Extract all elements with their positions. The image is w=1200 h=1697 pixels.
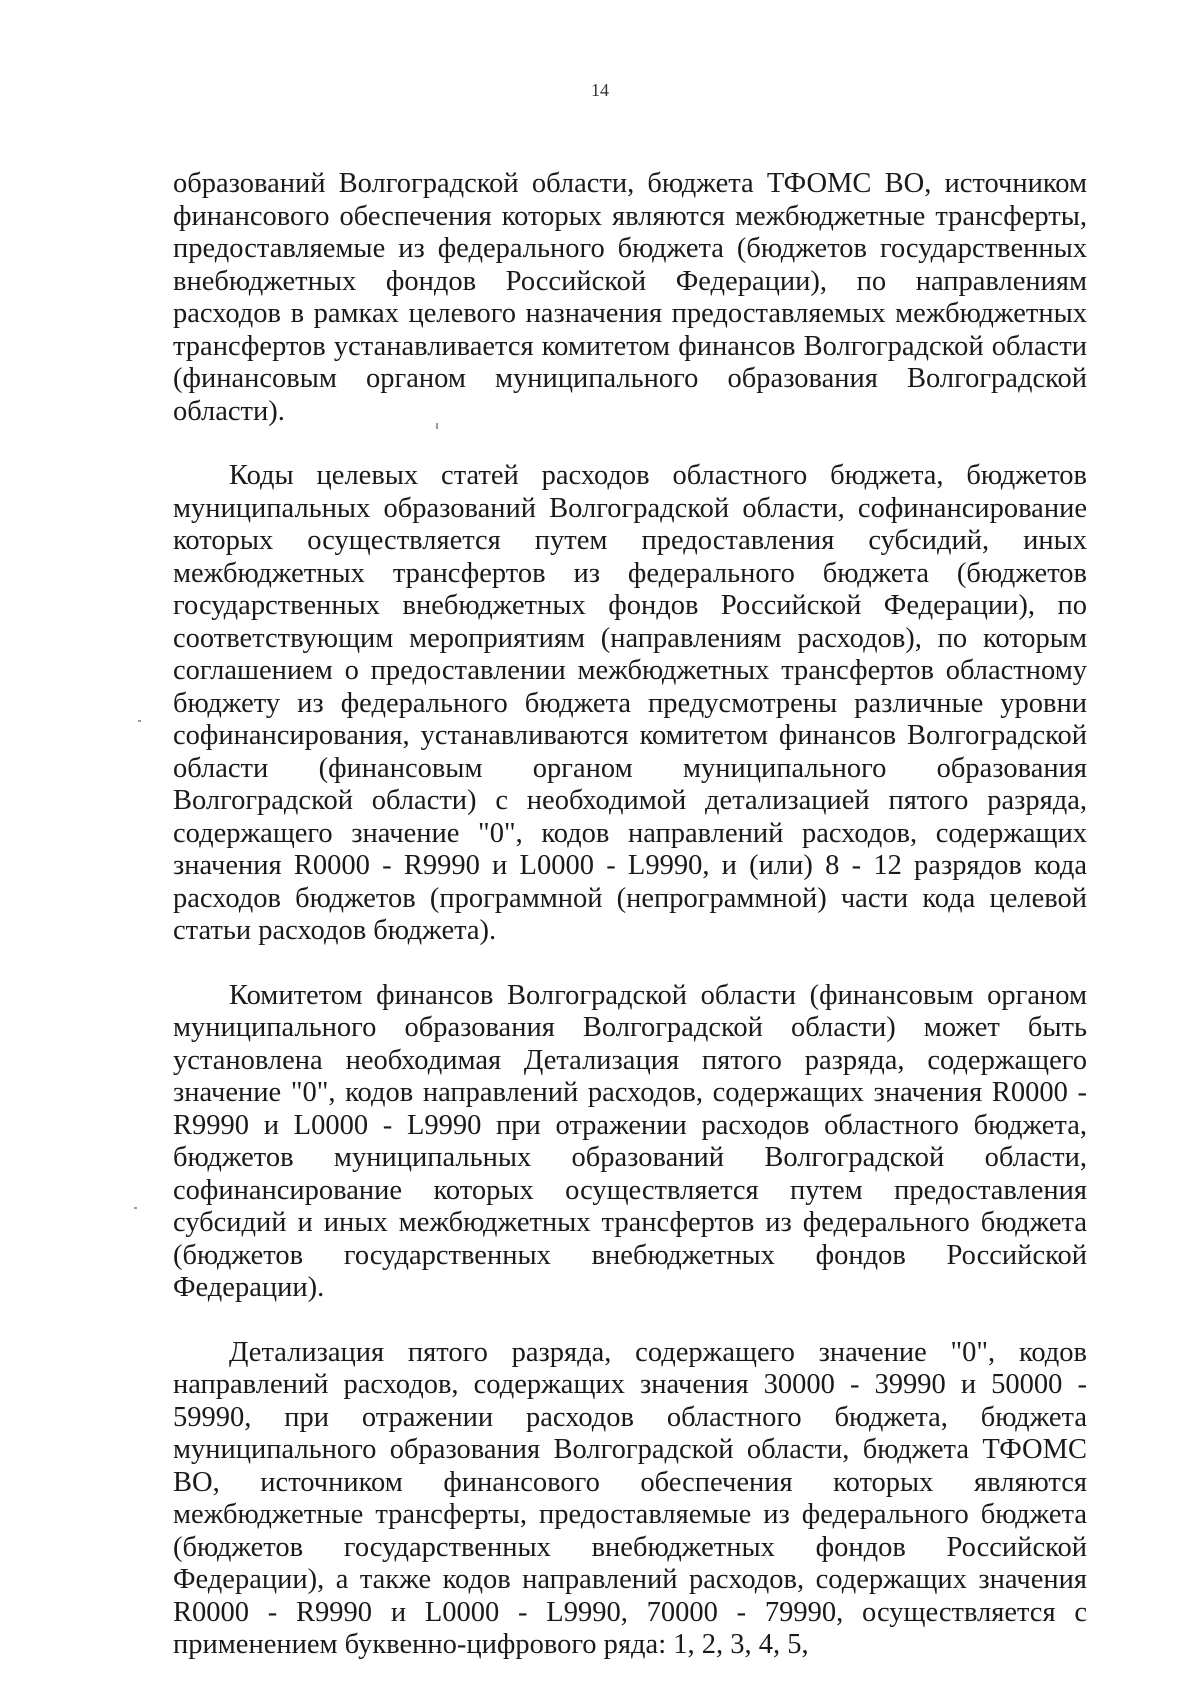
page-number: 14: [591, 80, 609, 100]
paragraph-fifth-digit-detailing: Детализация пятого разряда, содержащего значение "0", кодов направлений расходов, содержащих значения 30000 - 39990 и 50000 - 59990, при отражении расходов областного бюджета, бюджета муниципального образования Волгоградской области, бюджета ТФОМС ВО, источником финансового обеспечения которых являются межбюджетные трансферты, предоставляемые из федерального бюджета (бюджетов государственных внебюджетных фондов Российской Федерации), а также кодов направлений расходов, содержащих значения R0000 - R9990 и L0000 - L9990, 70000 - 79990, осуществляется с применением буквенно-цифрового ряда: 1, 2, 3, 4, 5,: [173, 1336, 1087, 1660]
scan-artifact: [138, 720, 141, 722]
paragraph-committee-detailing: Комитетом финансов Волгоградской области (финансовым органом муниципального образования Волгоградской области) может быть установлена необходимая Детализация пятого разряда, содержащего значение "0", кодов направлений расходов, содержащих значения R0000 - R9990 и L0000 - L9990 при отражении расходов областного бюджета, бюджетов муниципальных образований Волгоградской области, софинансирование которых осуществляется путем предоставления субсидий и иных межбюджетных трансфертов из федерального бюджета (бюджетов государственных внебюджетных фондов Российской Федерации).: [173, 979, 1087, 1303]
scan-artifact: [134, 1207, 137, 1209]
paragraph-target-article-codes: Коды целевых статей расходов областного бюджета, бюджетов муниципальных образований Волгоградской области, софинансирование которых осуществляется путем предоставления субсидий, иных межбюджетных трансфертов из федерального бюджета (бюджетов государственных внебюджетных фондов Российской Федерации), по соответствующим мероприятиям (направлениям расходов), по которым соглашением о предоставлении межбюджетных трансфертов областному бюджету из федерального бюджета предусмотрены различные уровни софинансирования, устанавливаются комитетом финансов Волгоградской области (финансовым органом муниципального образования Волгоградской области) с необходимой детализацией пятого разряда, содержащего значение "0", кодов направлений расходов, содержащих значения R0000 - R9990 и L0000 - L9990, и (или) 8 - 12 разрядов кода расходов бюджетов (программной (непрограммной) части кода целевой статьи расходов бюджета).: [173, 460, 1087, 946]
body-text: [173, 168, 1087, 1694]
paragraph-continuation: образований Волгоградской области, бюджета ТФОМС ВО, источником финансового обеспечения которых являются межбюджетные трансферты, предоставляемые из федерального бюджета (бюджетов государственных внебюджетных фондов Российской Федерации), по направлениям расходов в рамках целевого назначения предоставляемых межбюджетных трансфертов устанавливается комитетом финансов Волгоградской области (финансовым органом муниципального образования Волгоградской области).: [173, 168, 1087, 427]
